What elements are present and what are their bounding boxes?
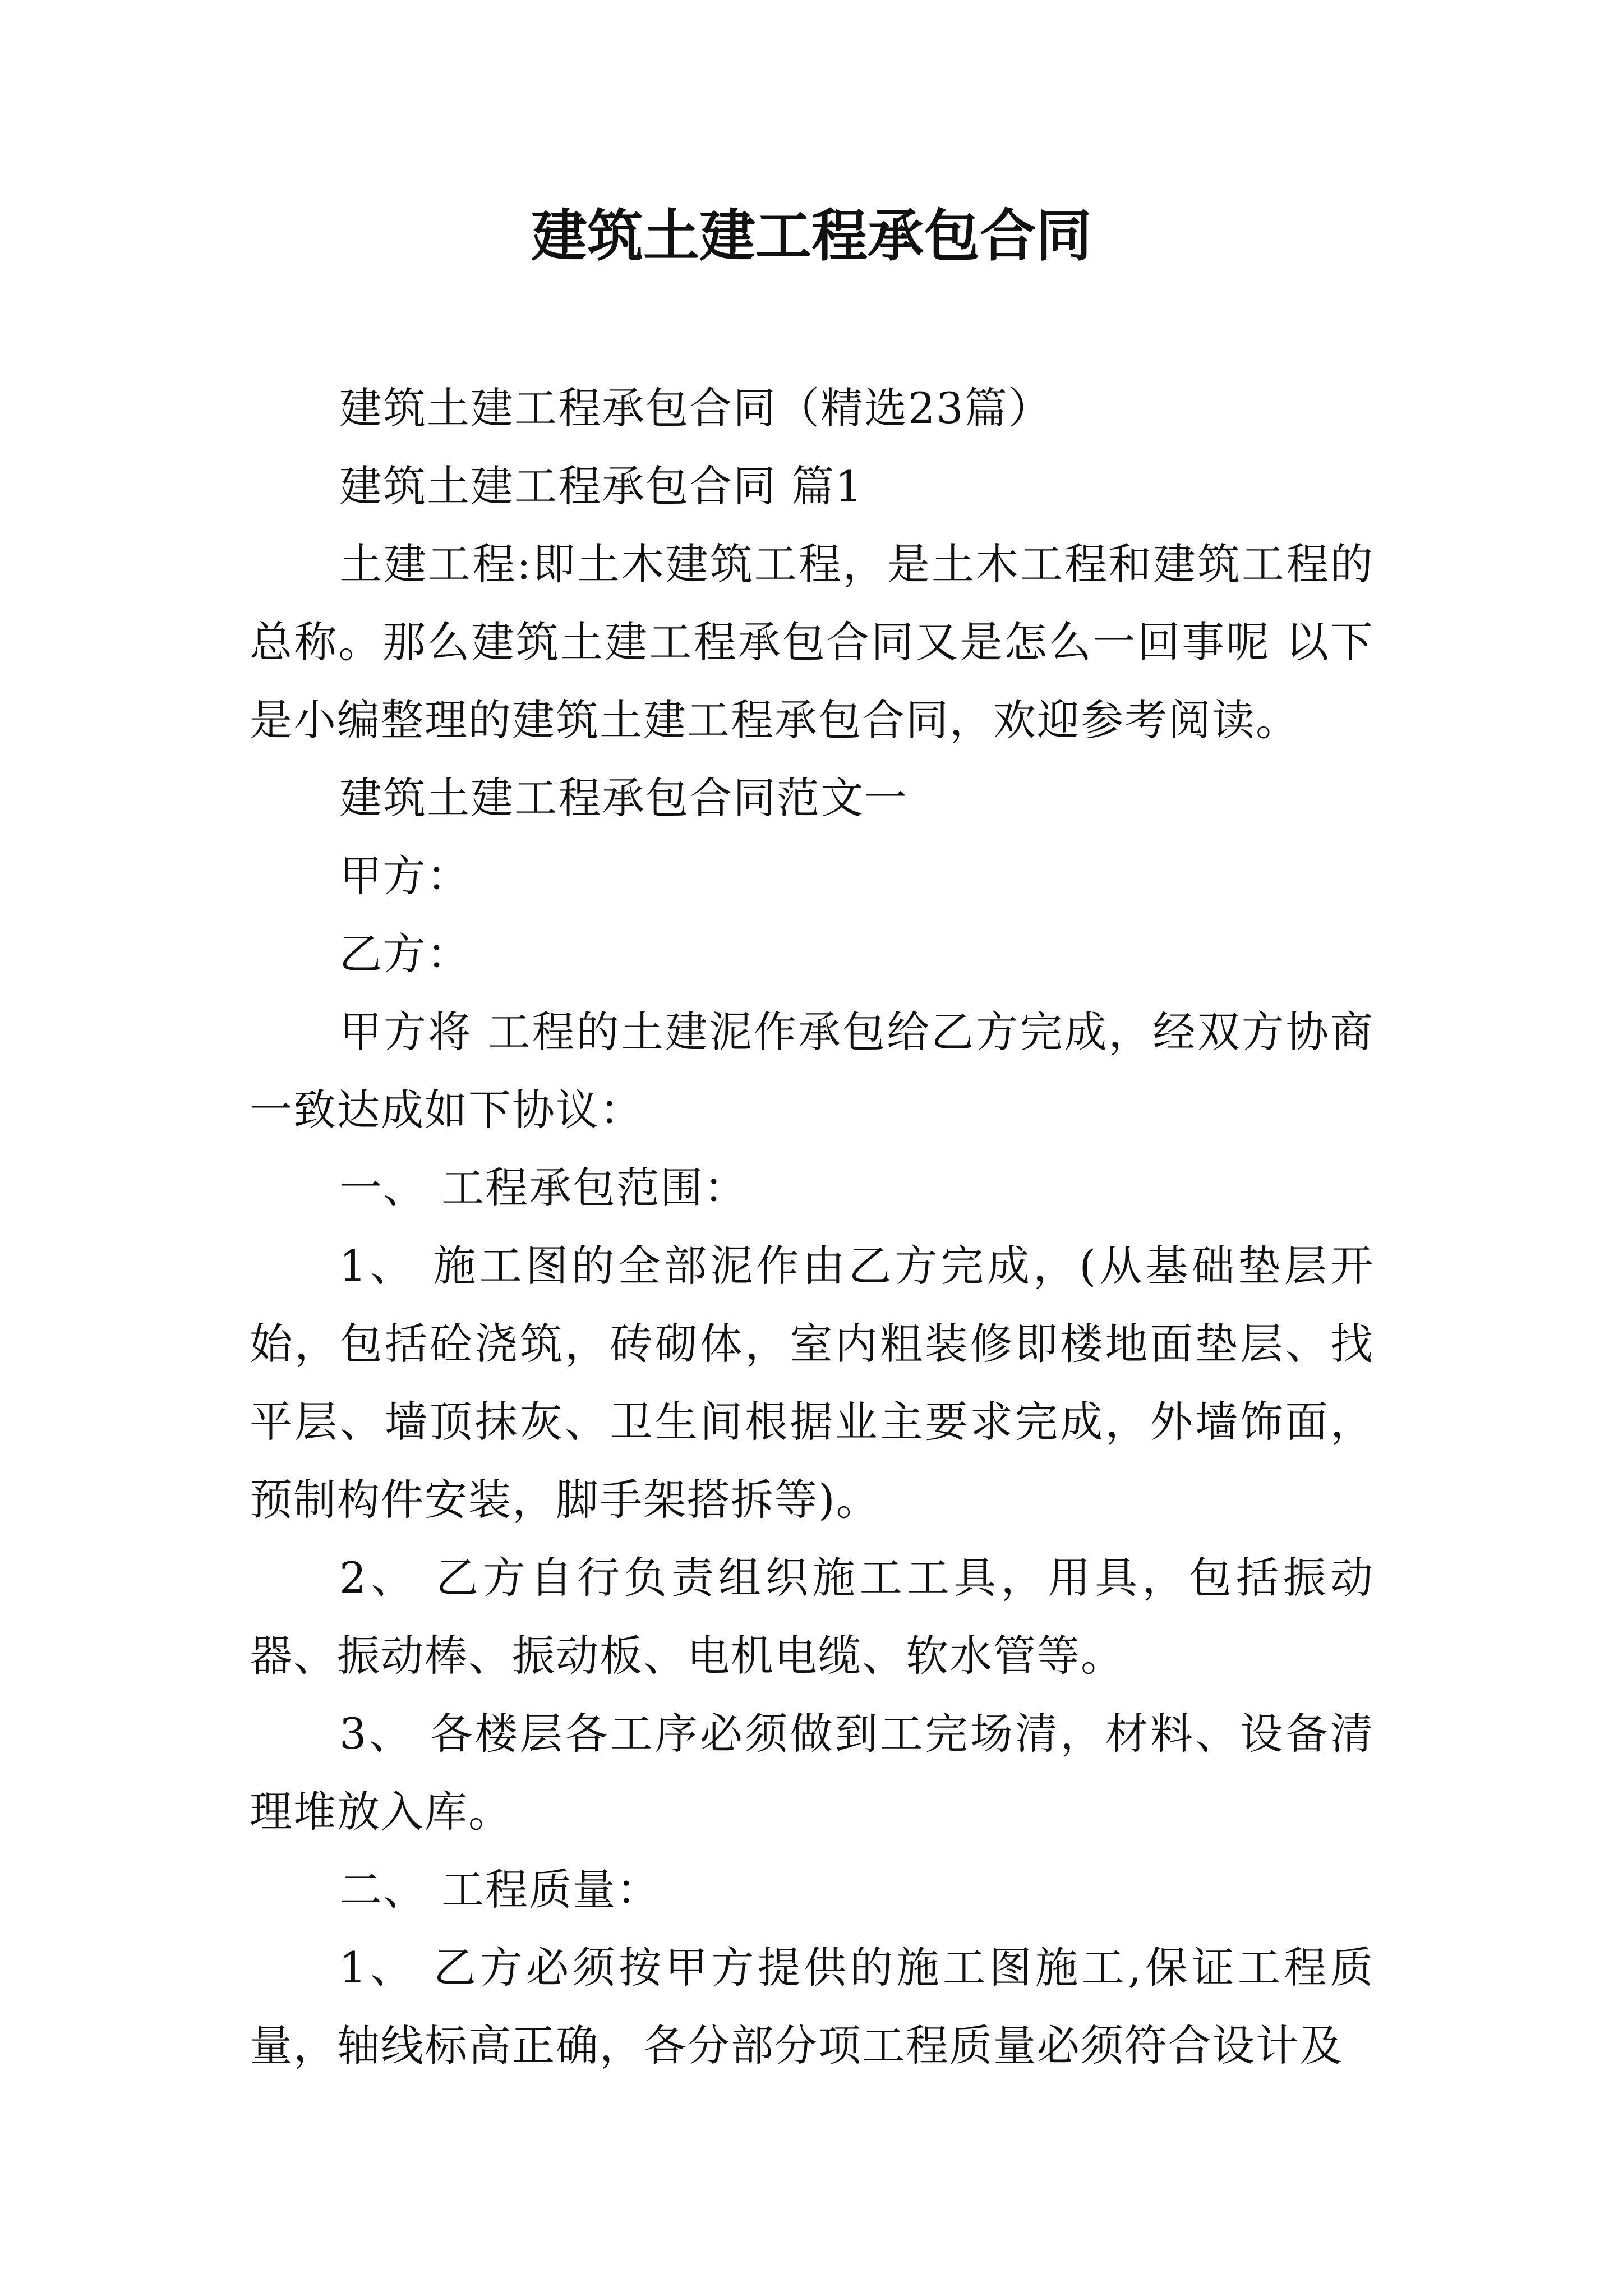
paragraph-agreement: 甲方将 工程的土建泥作承包给乙方完成，经双方协商一致达成如下协议： [250,1007,1374,1135]
paragraph-clause-scope: 一、 工程承包范围： [339,1163,748,1213]
paragraph-sample-heading: 建筑土建工程承包合同范文一 [339,773,908,823]
paragraph-item: 1、 乙方必须按甲方提供的施工图施工,保证工程质量，轴线标高正确，各分部分项工程质量必须符合设计及 [250,1943,1374,2070]
paragraph-intro: 土建工程:即土木建筑工程，是土木工程和建筑工程的总称。那么建筑土建工程承包合同又是怎么一回事呢 以下是小编整理的建筑土建工程承包合同，欢迎参考阅读。 [250,539,1374,745]
paragraph-party-b: 乙方： [339,929,471,979]
paragraph-item: 2、 乙方自行负责组织施工工具，用具，包括振动器、振动棒、振动板、电机电缆、软水管等。 [250,1553,1374,1681]
paragraph-party-a: 甲方： [339,851,471,901]
paragraph-subtitle: 建筑土建工程承包合同（精选23篇） [339,383,1052,433]
document-body [250,369,1374,2085]
paragraph-section-heading: 建筑土建工程承包合同 篇1 [339,461,864,511]
paragraph-item: 3、 各楼层各工序必须做到工完场清，材料、设备清理堆放入库。 [250,1709,1374,1837]
paragraph-item: 1、 施工图的全部泥作由乙方完成，(从基础垫层开始，包括砼浇筑，砖砌体，室内粗装修即楼地面垫层、找平层、墙顶抹灰、卫生间根据业主要求完成，外墙饰面，预制构件安装，脚手架搭拆等)。 [250,1241,1374,1525]
paragraph-clause-quality: 二、 工程质量： [339,1865,661,1915]
document-title: 建筑土建工程承包合同 [531,203,1092,269]
